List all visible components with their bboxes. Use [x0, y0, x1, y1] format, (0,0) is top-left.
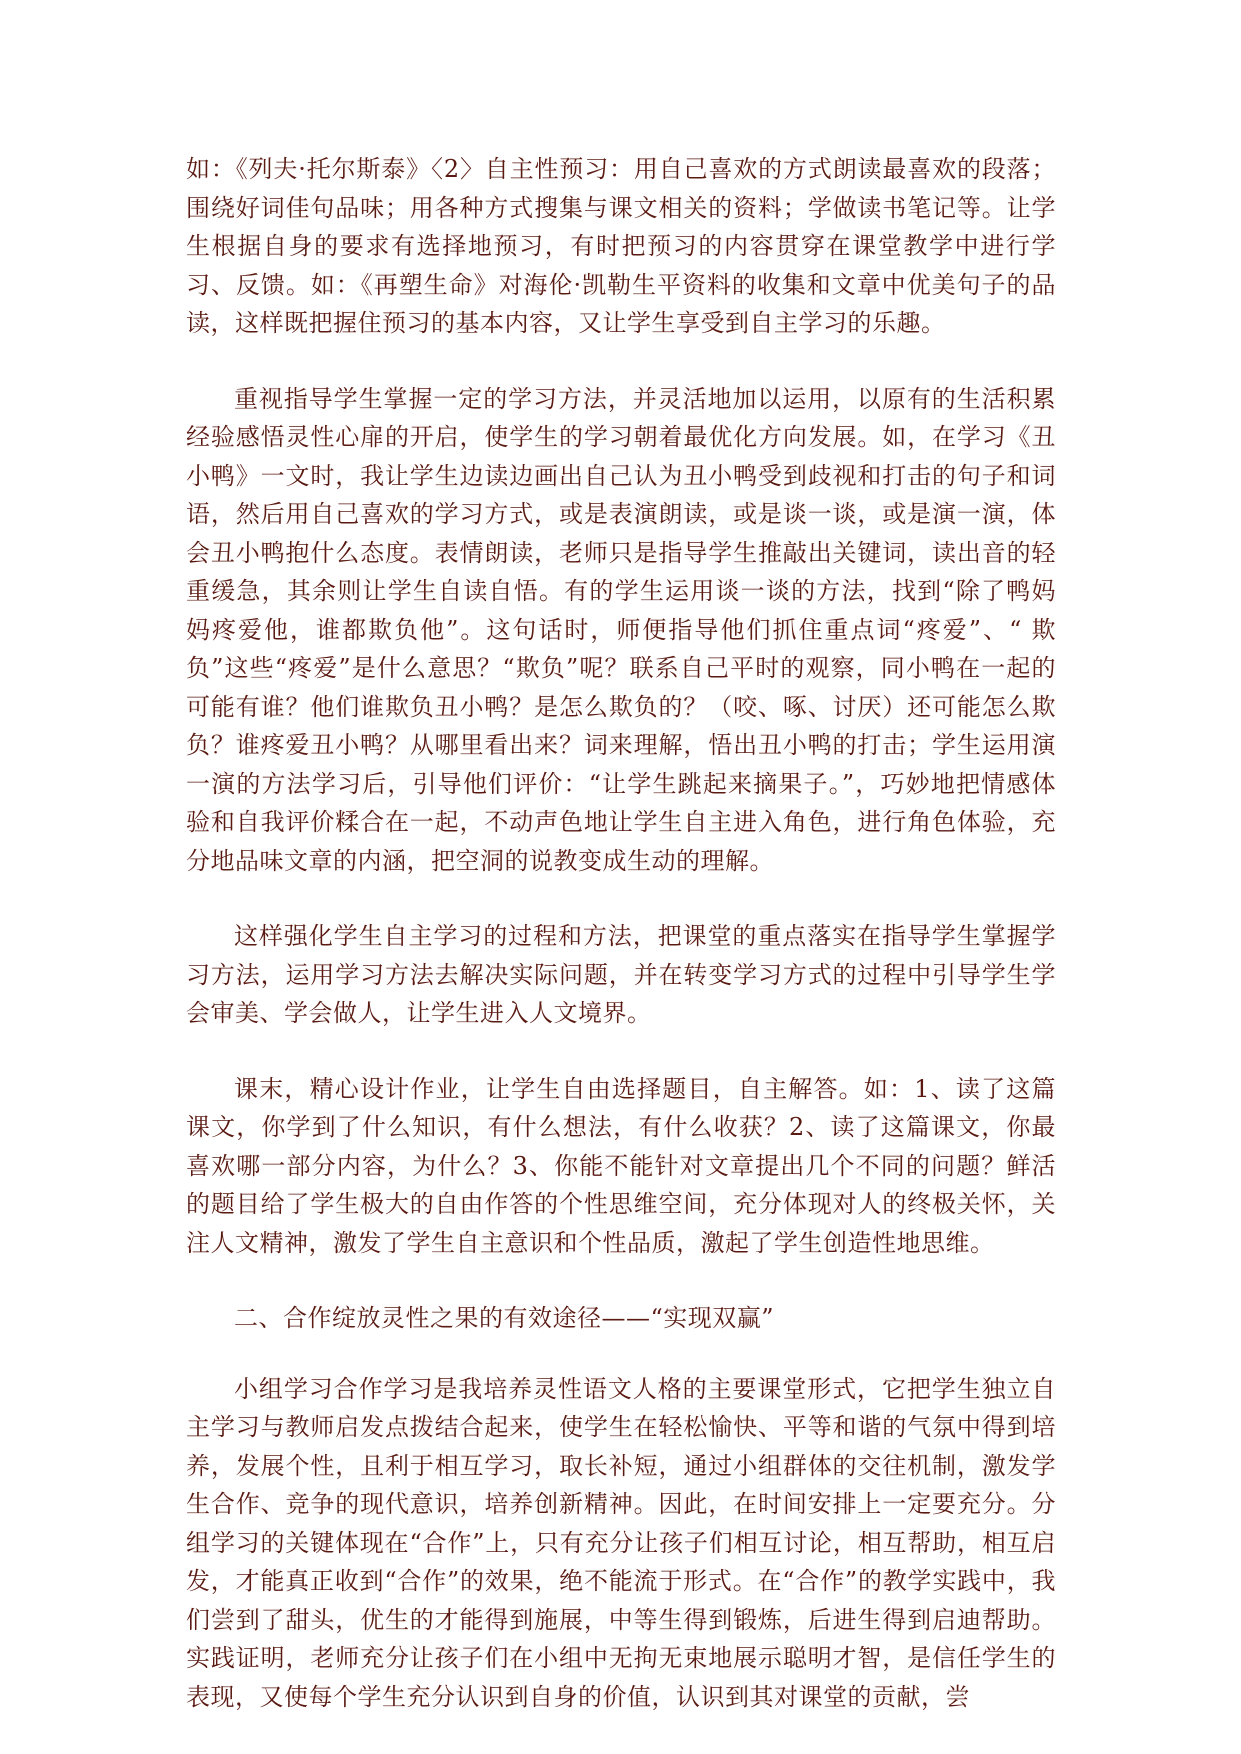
document-page — [186, 150, 1056, 1753]
paragraph-strengthen-autonomy: 这样强化学生自主学习的过程和方法，把课堂的重点落实在指导学生掌握学习方法，运用学习方法去解决实际问题，并在转变学习方式的过程中引导学生学会审美、学会做人，让学生进入人文境界。 — [186, 922, 1056, 1027]
paragraph-group-learning: 小组学习合作学习是我培养灵性语文人格的主要课堂形式，它把学生独立自主学习与教师启发点拨结合起来，使学生在轻松愉快、平等和谐的气氛中得到培养，发展个性，且利于相互学习，取长补短，通过小组群体的交往机制，激发学生合作、竞争的现代意识，培养创新精神。因此，在时间安排上一定要充分。分组学习的关键体现在“合作”上，只有充分让孩子们相互讨论，相互帮助，相互启发，才能真正收到“合作”的效果，绝不能流于形式。在“合作”的教学实践中，我们尝到了甜头，优生的才能得到施展，中等生得到锻炼，后进生得到启迪帮助。实践证明，老师充分让孩子们在小组中无拘无束地展示聪明才智，是信任学生的表现，又使每个学生充分认识到自身的价值，认识到其对课堂的贡献，尝 — [186, 1374, 1056, 1711]
paragraph-homework-design: 课末，精心设计作业，让学生自由选择题目，自主解答。如：1、读了这篇课文，你学到了什么知识，有什么想法，有什么收获？2、读了这篇课文，你最喜欢哪一部分内容，为什么？3、你能不能针对文章提出几个不同的问题？鲜活的题目给了学生极大的自由作答的个性思维空间，充分体现对人的终极关怀，关注人文精神，激发了学生自主意识和个性品质，激起了学生创造性地思维。 — [186, 1074, 1056, 1257]
paragraph-preview-methods: 如：《列夫·托尔斯泰》〈2〉自主性预习：用自己喜欢的方式朗读最喜欢的段落；围绕好词佳句品味；用各种方式搜集与课文相关的资料；学做读书笔记等。让学生根据自身的要求有选择地预习，有时把预习的内容贯穿在课堂教学中进行学习、反馈。如：《再塑生命》对海伦·凯勒生平资料的收集和文章中优美句子的品读，这样既把握住预习的基本内容，又让学生享受到自主学习的乐趣。 — [186, 155, 1056, 337]
section-heading-cooperation: 二、合作绽放灵性之果的有效途径——“实现双赢” — [234, 1304, 775, 1332]
paragraph-learning-methods: 重视指导学生掌握一定的学习方法，并灵活地加以运用，以原有的生活积累经验感悟灵性心扉的开启，使学生的学习朝着最优化方向发展。如，在学习《丑小鸭》一文时，我让学生边读边画出自己认为丑小鸭受到歧视和打击的句子和词语，然后用自己喜欢的学习方式，或是表演朗读，或是谈一谈，或是演一演，体会丑小鸭抱什么态度。表情朗读，老师只是指导学生推敲出关键词，读出音的轻重缓急，其余则让学生自读自悟。有的学生运用谈一谈的方法，找到“除了鸭妈妈疼爱他，谁都欺负他”。这句话时，师便指导他们抓住重点词“疼爱”、“ 欺负”这些“疼爱”是什么意思？“欺负”呢？联系自己平时的观察，同小鸭在一起的可能有谁？他们谁欺负丑小鸭？是怎么欺负的？（咬、啄、讨厌）还可能怎么欺负？谁疼爱丑小鸭？从哪里看出来？词来理解，悟出丑小鸭的打击；学生运用演一演的方法学习后，引导他们评价：“让学生跳起来摘果子。”，巧妙地把情感体验和自我评价糅合在一起，不动声色地让学生自主进入角色，进行角色体验，充分地品味文章的内涵，把空洞的说教变成生动的理解。 — [186, 384, 1056, 875]
